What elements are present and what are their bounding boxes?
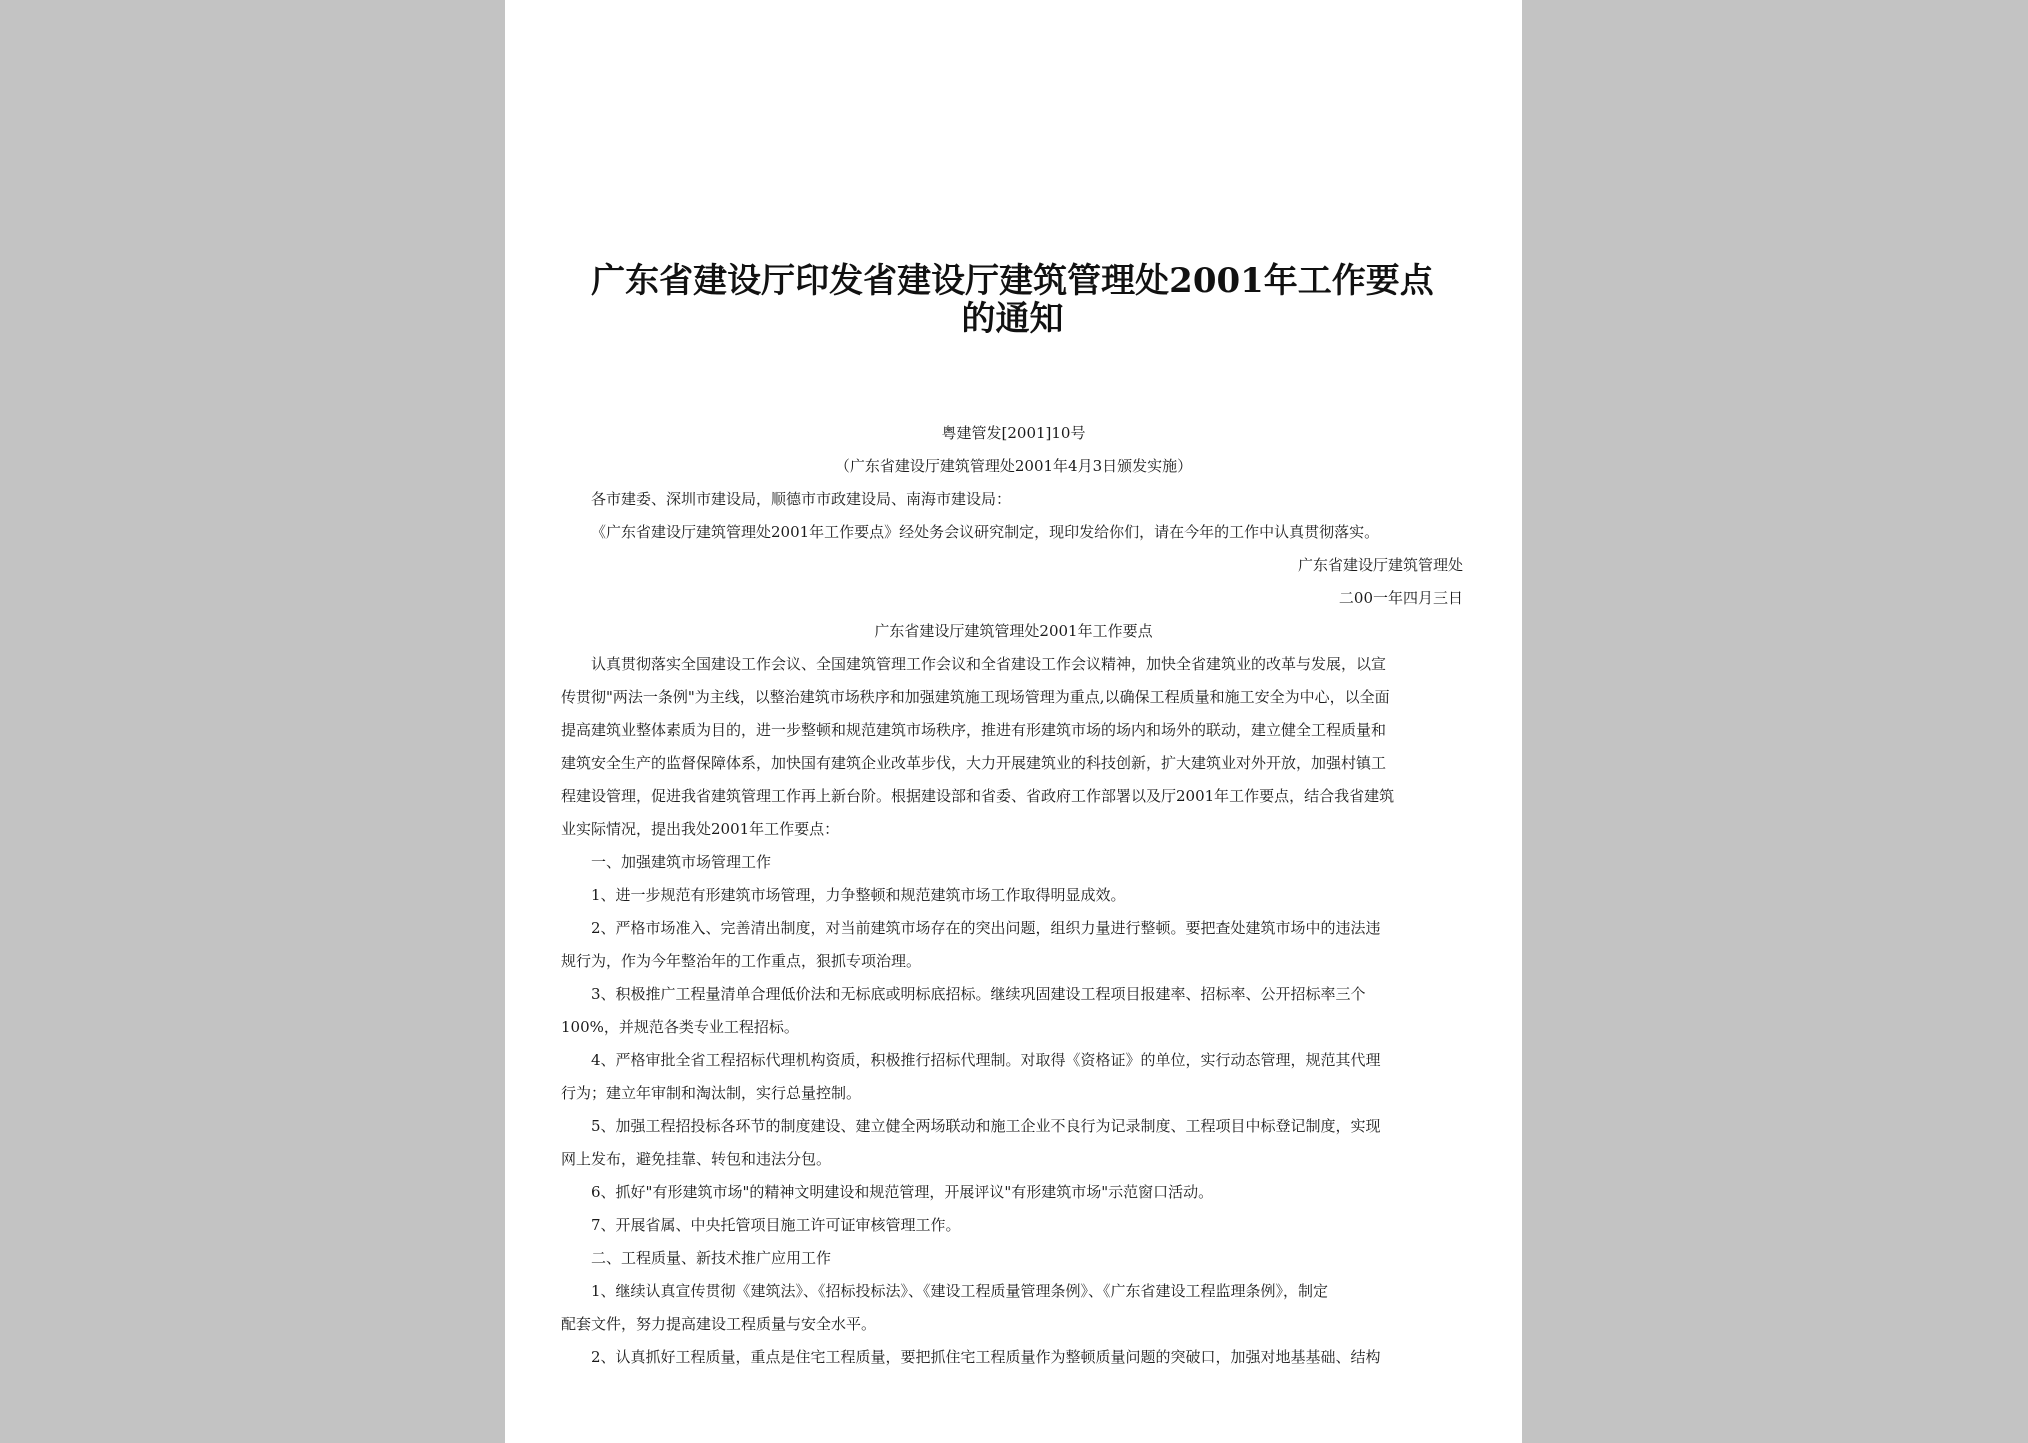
- body-line: 建筑安全生产的监督保障体系，加快国有建筑企业改革步伐，大力开展建筑业的科技创新，扩大建筑业对外开放，加强村镇工: [561, 754, 1387, 772]
- body-line: 配套文件，努力提高建设工程质量与安全水平。: [561, 1315, 877, 1333]
- body-line: 业实际情况，提出我处2001年工作要点：: [561, 820, 840, 838]
- body-line: 网上发布，避免挂靠、转包和违法分包。: [561, 1150, 832, 1168]
- body-line: 行为；建立年审制和淘汰制，实行总量控制。: [561, 1084, 862, 1102]
- recipients-line: 各市建委、深圳市建设局，顺德市市政建设局、南海市建设局：: [591, 490, 1012, 508]
- body-line: 传贯彻"两法一条例"为主线，以整治建筑市场秩序和加强建筑施工现场管理为重点,以确保工程质量和施工安全为中心，以全面: [561, 688, 1390, 706]
- signature-org: 广东省建设厅建筑管理处: [1297, 556, 1463, 574]
- body-line: 2、严格市场准入、完善清出制度，对当前建筑市场存在的突出问题，组织力量进行整顿。要把查处建筑市场中的违法违: [591, 919, 1381, 937]
- document-page: [505, 0, 1522, 1443]
- body-line: 5、加强工程招投标各环节的制度建设、建立健全两场联动和施工企业不良行为记录制度、工程项目中标登记制度，实现: [591, 1117, 1381, 1135]
- body-line: 规行为，作为今年整治年的工作重点，狠抓专项治理。: [561, 952, 922, 970]
- body-line: 1、继续认真宣传贯彻《建筑法》、《招标投标法》、《建设工程质量管理条例》、《广东省建设工程监理条例》，制定: [591, 1282, 1329, 1300]
- section-subtitle: 广东省建设厅建筑管理处2001年工作要点: [874, 622, 1153, 640]
- body-line: 4、严格审批全省工程招标代理机构资质，积极推行招标代理制。对取得《资格证》的单位，实行动态管理，规范其代理: [591, 1051, 1381, 1069]
- body-line: 程建设管理，促进我省建筑管理工作再上新台阶。根据建设部和省委、省政府工作部署以及厅2001年工作要点，结合我省建筑: [561, 787, 1395, 805]
- body-line: 100%，并规范各类专业工程招标。: [561, 1018, 799, 1036]
- body-line: 6、抓好"有形建筑市场"的精神文明建设和规范管理，开展评议"有形建筑市场"示范窗口活动。: [591, 1183, 1214, 1201]
- signature-date: 二00一年四月三日: [1338, 589, 1463, 607]
- body-line: 3、积极推广工程量清单合理低价法和无标底或明标底招标。继续巩固建设工程项目报建率、招标率、公开招标率三个: [591, 985, 1366, 1003]
- body-line: 2、认真抓好工程质量，重点是住宅工程质量，要把抓住宅工程质量作为整顿质量问题的突破口，加强对地基基础、结构: [591, 1348, 1381, 1366]
- issue-note: （广东省建设厅建筑管理处2001年4月3日颁发实施）: [834, 457, 1193, 475]
- body-line: 7、开展省属、中央托管项目施工许可证审核管理工作。: [591, 1216, 961, 1234]
- intro-paragraph: 《广东省建设厅建筑管理处2001年工作要点》经处务会议研究制定，现印发给你们，请在今年的工作中认真贯彻落实。: [591, 523, 1380, 541]
- body-line: 认真贯彻落实全国建设工作会议、全国建筑管理工作会议和全省建设工作会议精神，加快全省建筑业的改革与发展，以宣: [591, 655, 1387, 673]
- document-number: 粤建管发[2001]10号: [941, 424, 1086, 442]
- document-title: 广东省建设厅印发省建设厅建筑管理处2001年工作要点的通知: [591, 261, 1434, 339]
- section-heading: 二、工程质量、新技术推广应用工作: [591, 1249, 832, 1267]
- body-line: 1、进一步规范有形建筑市场管理，力争整顿和规范建筑市场工作取得明显成效。: [591, 886, 1126, 904]
- section-heading: 一、加强建筑市场管理工作: [591, 853, 772, 871]
- body-line: 提高建筑业整体素质为目的，进一步整顿和规范建筑市场秩序，推进有形建筑市场的场内和场外的联动，建立健全工程质量和: [561, 721, 1387, 739]
